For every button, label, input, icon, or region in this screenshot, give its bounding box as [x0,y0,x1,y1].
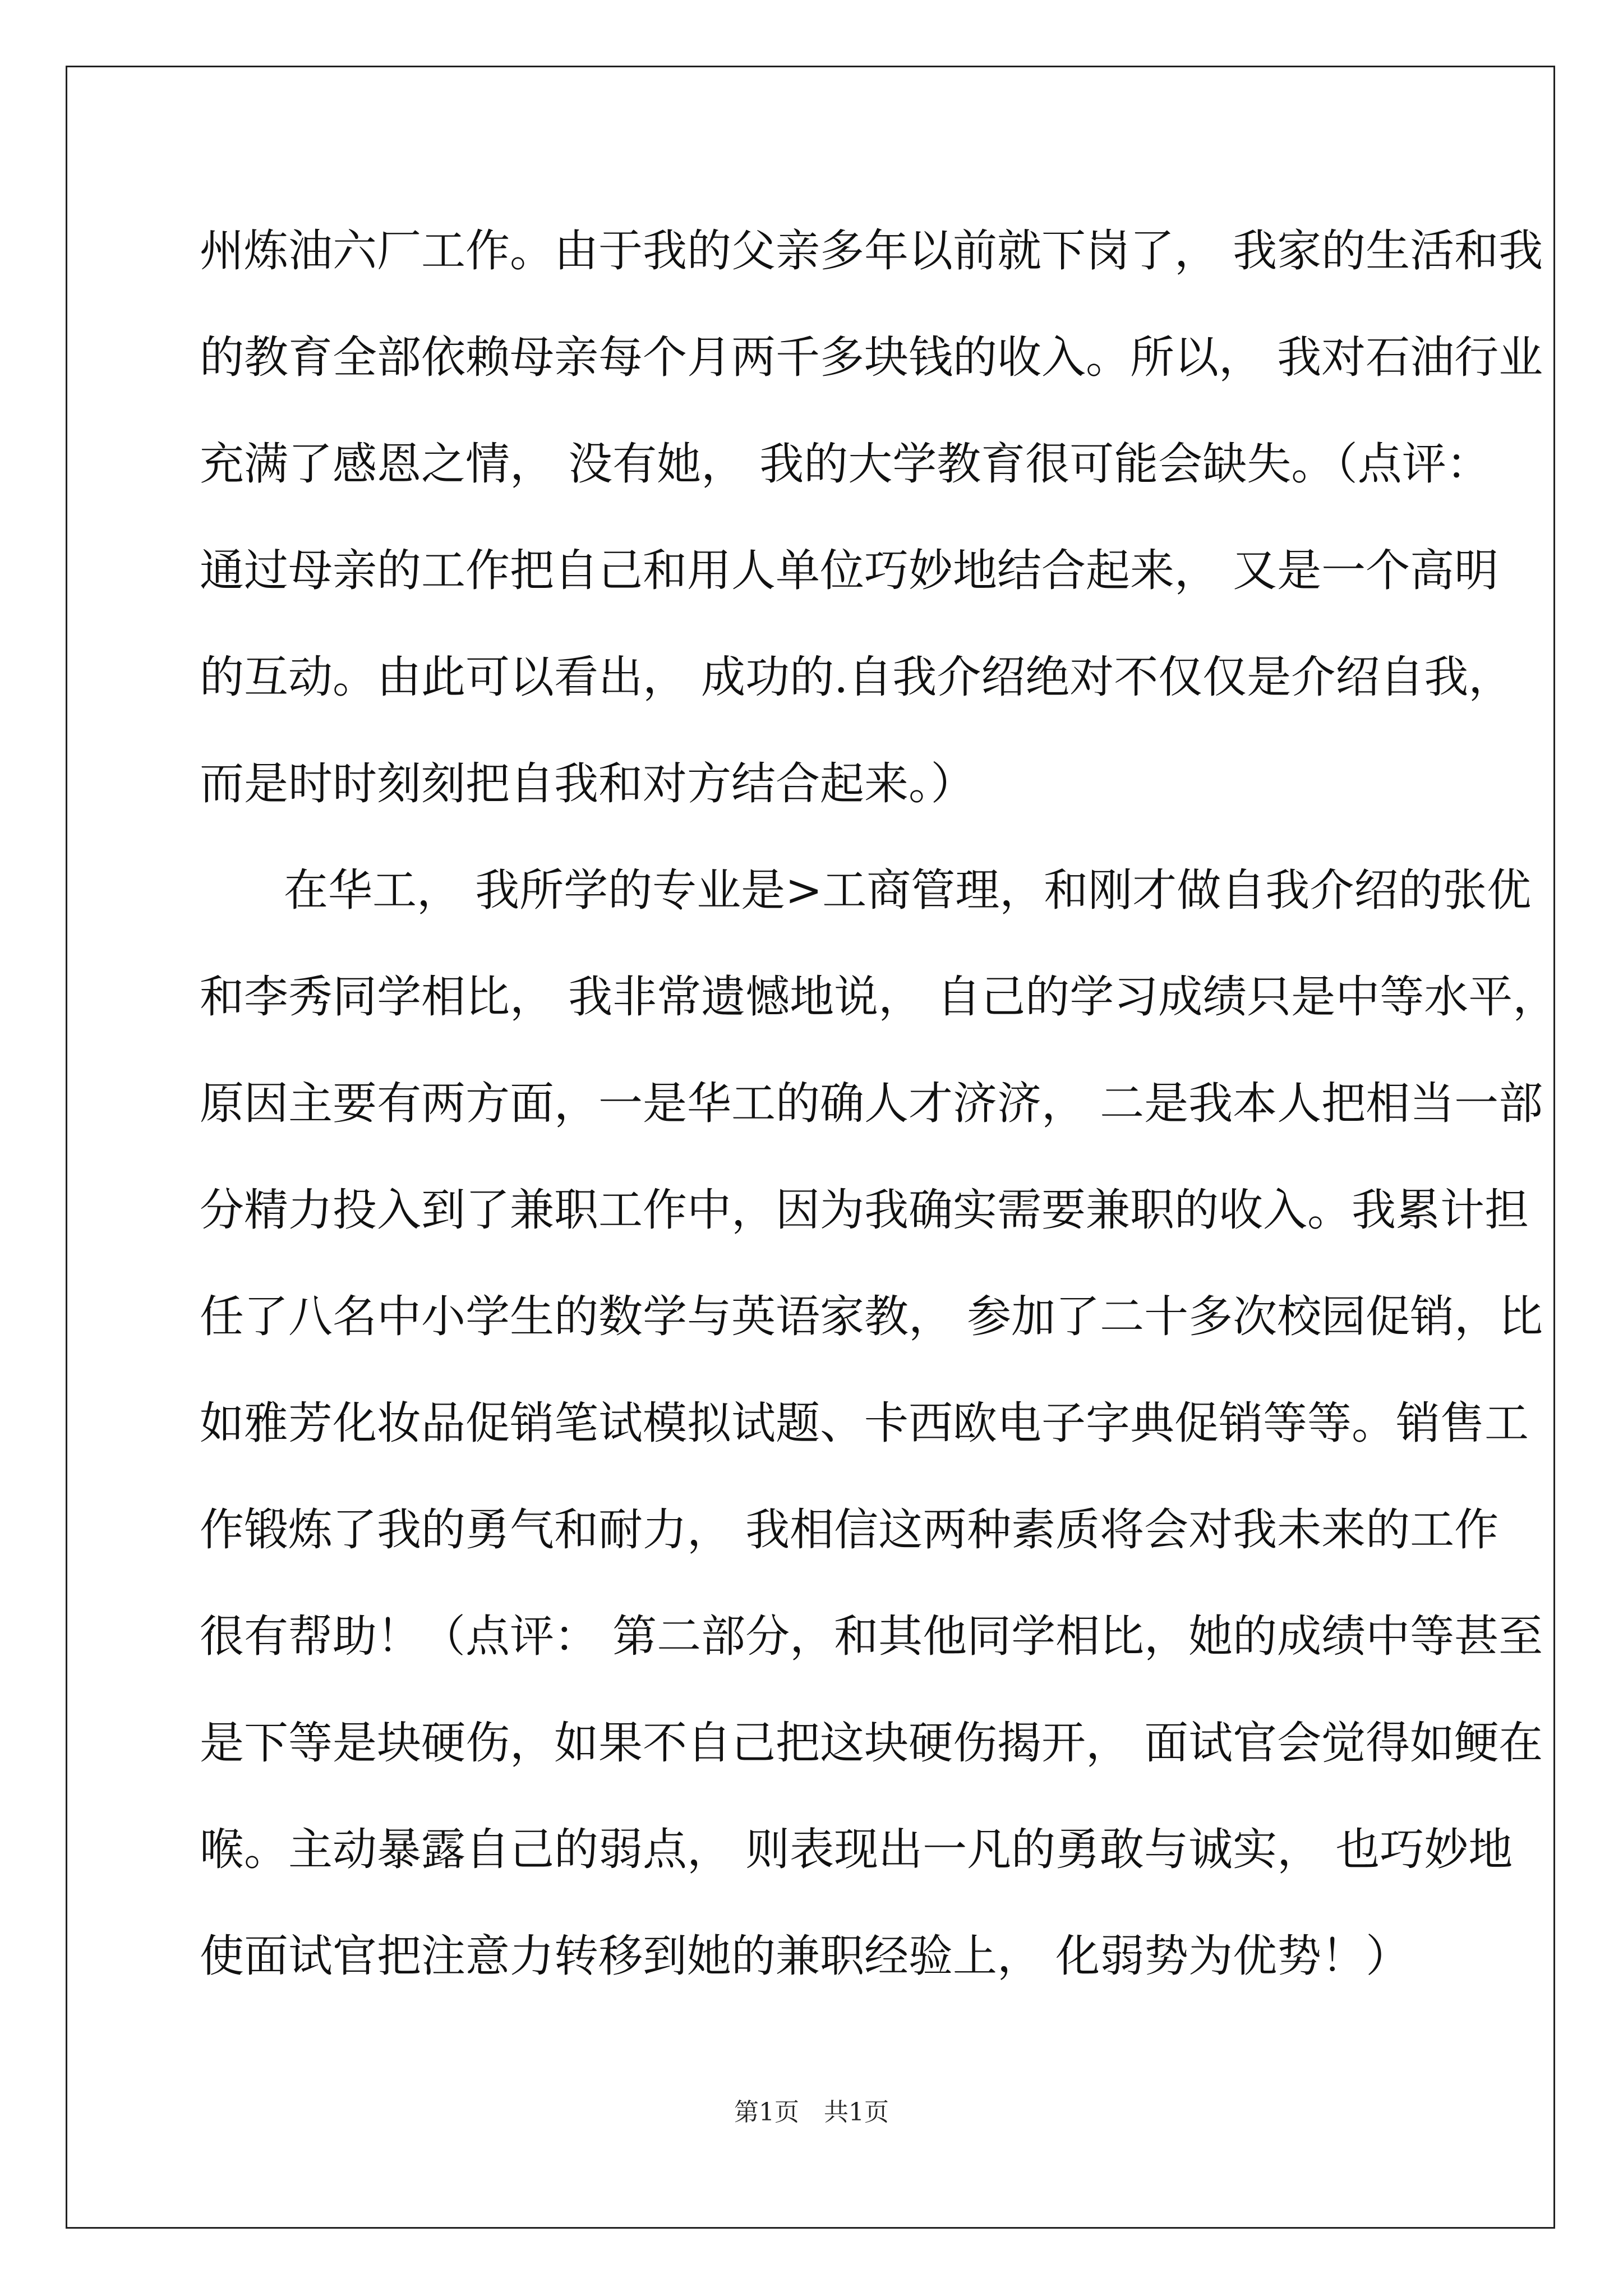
text-line: 喉。主动暴露自己的弱点， 则表现出一凡的勇敢与诚实， 也巧妙地 [200,1824,1513,1875]
paragraph-start-line: 在华工， 我所学的专业是>工商管理，和刚才做自我介绍的张优 [284,864,1532,916]
text-line: 而是时时刻刻把自我和对方结合起来。） [200,758,975,809]
text-line: 作锻炼了我的勇气和耐力， 我相信这两种素质将会对我未来的工作 [200,1504,1499,1556]
document-body [200,213,1557,2025]
text-line: 通过母亲的工作把自己和用人单位巧妙地结合起来， 又是一个高明 [200,545,1499,596]
text-line: 的互动。由此可以看出， 成功的.自我介绍绝对不仅仅是介绍自我， [200,651,1513,703]
page-footer: 第1页 共1页 [734,2098,889,2127]
text-line: 使面试官把注意力转移到她的兼职经验上， 化弱势为优势！） [200,1930,1410,1982]
text-line: 分精力投入到了兼职工作中，因为我确实需要兼职的收入。我累计担 [200,1184,1529,1236]
text-line: 和李秀同学相比， 我非常遗憾地说， 自己的学习成绩只是中等水平， [200,971,1557,1023]
text-line: 如雅芳化妆品促销笔试模拟试题、卡西欧电子字典促销等等。销售工 [200,1397,1529,1449]
text-line: 充满了感恩之情， 没有她， 我的大学教育很可能会缺失。（点评： [200,438,1491,490]
text-line: 是下等是块硬伤，如果不自己把这块硬伤揭开， 面试官会觉得如鲠在 [200,1717,1543,1769]
text-line: 州炼油六厂工作。由于我的父亲多年以前就下岗了， 我家的生活和我 [200,225,1543,277]
text-line: 很有帮助！（点评： 第二部分，和其他同学相比，她的成绩中等甚至 [200,1611,1543,1662]
text-line: 任了八名中小学生的数学与英语家教， 参加了二十多次校园促销，比 [200,1291,1543,1342]
text-line: 原因主要有两方面，一是华工的确人才济济， 二是我本人把相当一部 [200,1078,1543,1129]
text-line: 的教育全部依赖母亲每个月两千多块钱的收入。所以， 我对石油行业 [200,332,1543,383]
